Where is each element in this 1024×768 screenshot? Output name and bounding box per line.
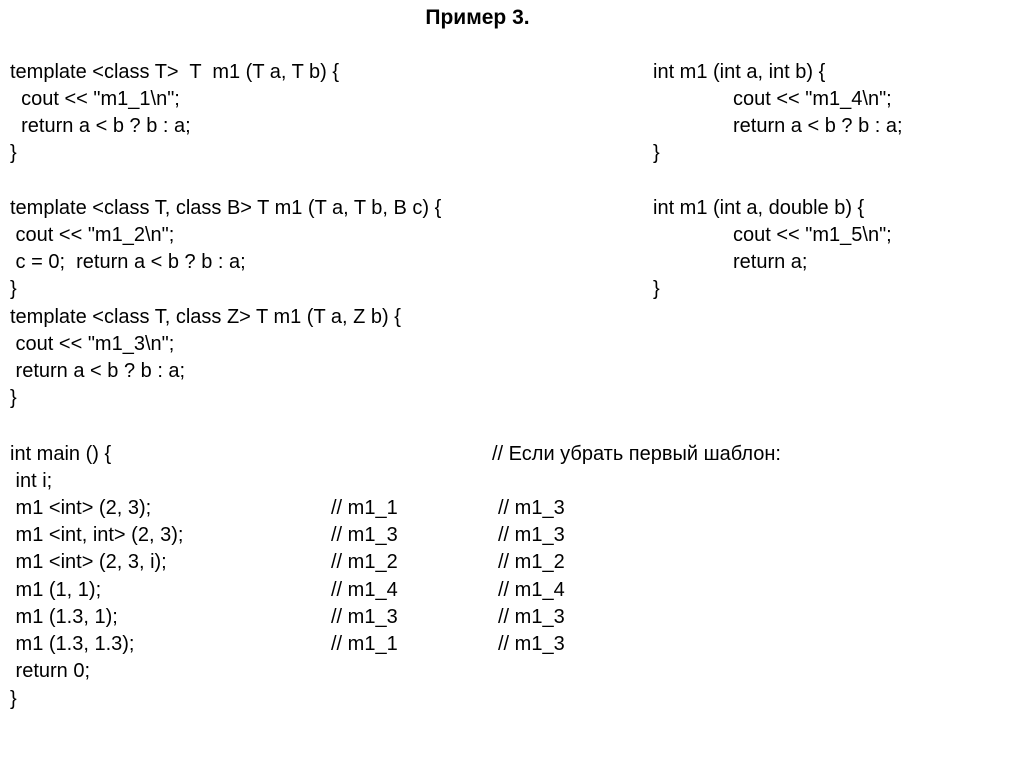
call-result: // m1_2	[331, 551, 398, 573]
call-alt-result: // m1_3	[498, 606, 565, 628]
call-result: // m1_1	[331, 633, 398, 655]
code-line: int main () {	[10, 443, 112, 465]
code-line: cout << "m1_5\n";	[733, 224, 892, 246]
code-line: return a < b ? b : a;	[10, 360, 186, 382]
call-alt-result: // m1_3	[498, 524, 565, 546]
call-result: // m1_1	[331, 497, 398, 519]
code-line: }	[653, 278, 660, 300]
code-line: return a < b ? b : a;	[10, 115, 191, 137]
call-code: m1 (1, 1);	[10, 579, 102, 601]
call-alt-result: // m1_2	[498, 551, 565, 573]
code-line: c = 0; return a < b ? b : a;	[10, 251, 246, 273]
code-line: int i;	[10, 470, 53, 492]
page-title: Пример 3.	[425, 6, 530, 29]
call-result: // m1_3	[331, 524, 398, 546]
code-line: }	[10, 688, 17, 710]
code-line: cout << "m1_2\n";	[10, 224, 175, 246]
code-line: cout << "m1_1\n";	[10, 88, 180, 110]
code-line: int m1 (int a, int b) {	[653, 61, 826, 83]
code-line: cout << "m1_4\n";	[733, 88, 892, 110]
code-line: template <class T, class B> T m1 (T a, T b, B c) {	[10, 197, 442, 219]
code-line: return 0;	[10, 660, 91, 682]
code-line: }	[10, 387, 17, 409]
code-line: return a;	[733, 251, 808, 273]
code-line: }	[10, 142, 17, 164]
code-line: template <class T> T m1 (T a, T b) {	[10, 61, 340, 83]
call-alt-result: // m1_3	[498, 633, 565, 655]
code-line: template <class T, class Z> T m1 (T a, Z b) {	[10, 306, 401, 328]
call-result: // m1_3	[331, 606, 398, 628]
code-line: }	[653, 142, 660, 164]
alt-column-note: // Если убрать первый шаблон:	[492, 443, 781, 465]
code-line: cout << "m1_3\n";	[10, 333, 175, 355]
call-code: m1 (1.3, 1.3);	[10, 633, 135, 655]
call-alt-result: // m1_4	[498, 579, 565, 601]
call-alt-result: // m1_3	[498, 497, 565, 519]
code-line: return a < b ? b : a;	[733, 115, 903, 137]
call-code: m1 <int, int> (2, 3);	[10, 524, 184, 546]
call-result: // m1_4	[331, 579, 398, 601]
code-line: }	[10, 278, 17, 300]
call-code: m1 <int> (2, 3, i);	[10, 551, 167, 573]
code-line: int m1 (int a, double b) {	[653, 197, 865, 219]
call-code: m1 (1.3, 1);	[10, 606, 118, 628]
call-code: m1 <int> (2, 3);	[10, 497, 152, 519]
